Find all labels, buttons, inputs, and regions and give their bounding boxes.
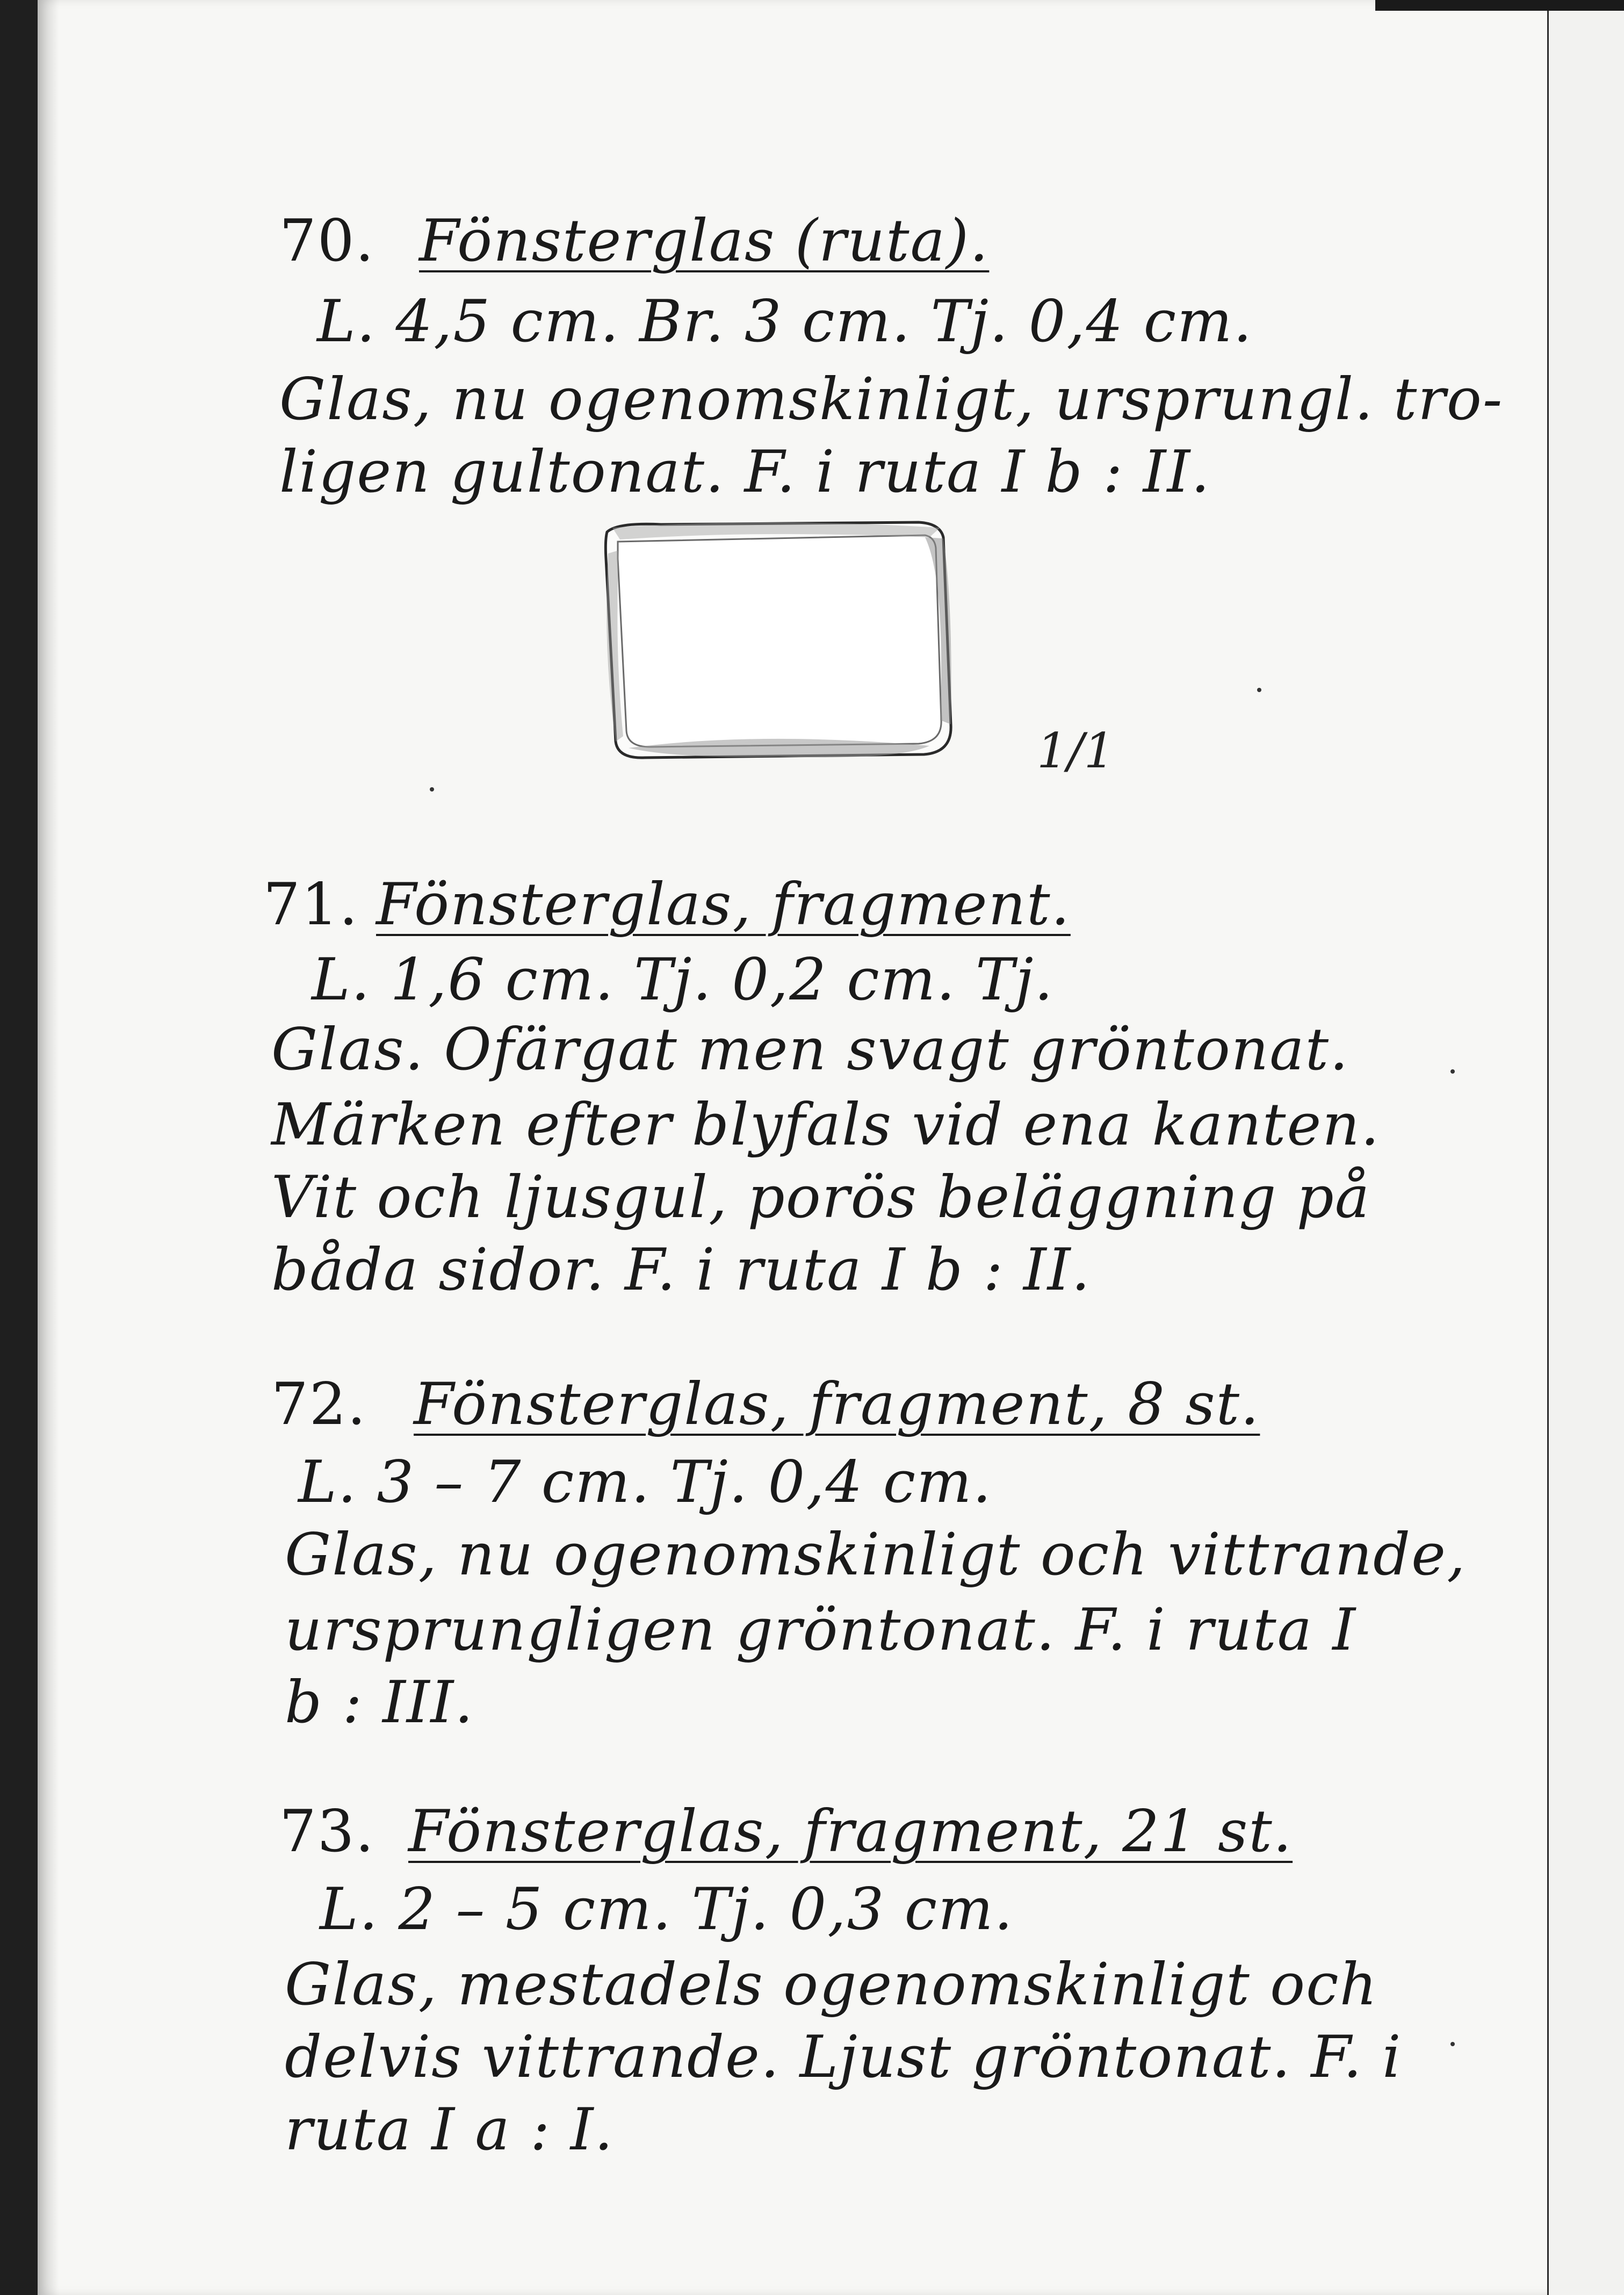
entry-measurements: L. 3 – 7 cm. Tj. 0,4 cm. [298,1449,992,1516]
entry-description-line: Vit och ljusgul, porös beläggning på [271,1164,1371,1231]
spine-shadow [38,0,59,2295]
ink-speck [1450,1069,1455,1074]
entry-measurements: L. 1,6 cm. Tj. 0,2 cm. Tj. [312,946,1054,1013]
entry-number: 73. [279,1798,375,1865]
glass-pane-drawing-icon [596,516,988,768]
facing-page-edge [1547,0,1624,2295]
entry-description-line: ligen gultonat. F. i ruta I b : II. [279,438,1211,506]
entry-description-line: ursprungligen gröntonat. F. i ruta I [285,1596,1357,1664]
entry-title: Fönsterglas, fragment, 8 st. [414,1371,1260,1438]
entry-description-line: ruta I a : I. [285,2096,614,2163]
entry-title: Fönsterglas, fragment. [376,871,1071,938]
entry-title: Fönsterglas (ruta). [419,207,990,275]
entry-description-line: Märken efter blyfals vid ena kanten. [271,1091,1381,1159]
ink-speck [1257,688,1261,692]
entry-description-line: b : III. [285,1669,474,1736]
entry-description-line: delvis vittrande. Ljust gröntonat. F. i [285,2024,1402,2091]
entry-description-line: Glas, nu ogenomskinligt och vittrande, [285,1521,1467,1588]
entry-description-line: Glas. Ofärgat men svagt gröntonat. [271,1016,1349,1083]
entry-description-line: Glas, mestadels ogenomskinligt och [285,1951,1378,2018]
entry-number: 71. [263,871,359,938]
entry-measurements: L. 2 – 5 cm. Tj. 0,3 cm. [320,1876,1014,1943]
entry-description-line: Glas, nu ogenomskinligt, ursprungl. tro- [279,366,1504,433]
entry-number: 70. [279,207,375,275]
entry-title: Fönsterglas, fragment, 21 st. [408,1798,1293,1865]
ink-speck [1450,2042,1455,2046]
ink-speck [430,787,434,792]
entry-number: 72. [271,1371,367,1438]
page-corner-shadow [1375,0,1624,11]
entry-description-line: båda sidor. F. i ruta I b : II. [271,1236,1091,1304]
scale-label: 1/1 [1037,723,1115,779]
entry-measurements: L. 4,5 cm. Br. 3 cm. Tj. 0,4 cm. [317,288,1253,355]
